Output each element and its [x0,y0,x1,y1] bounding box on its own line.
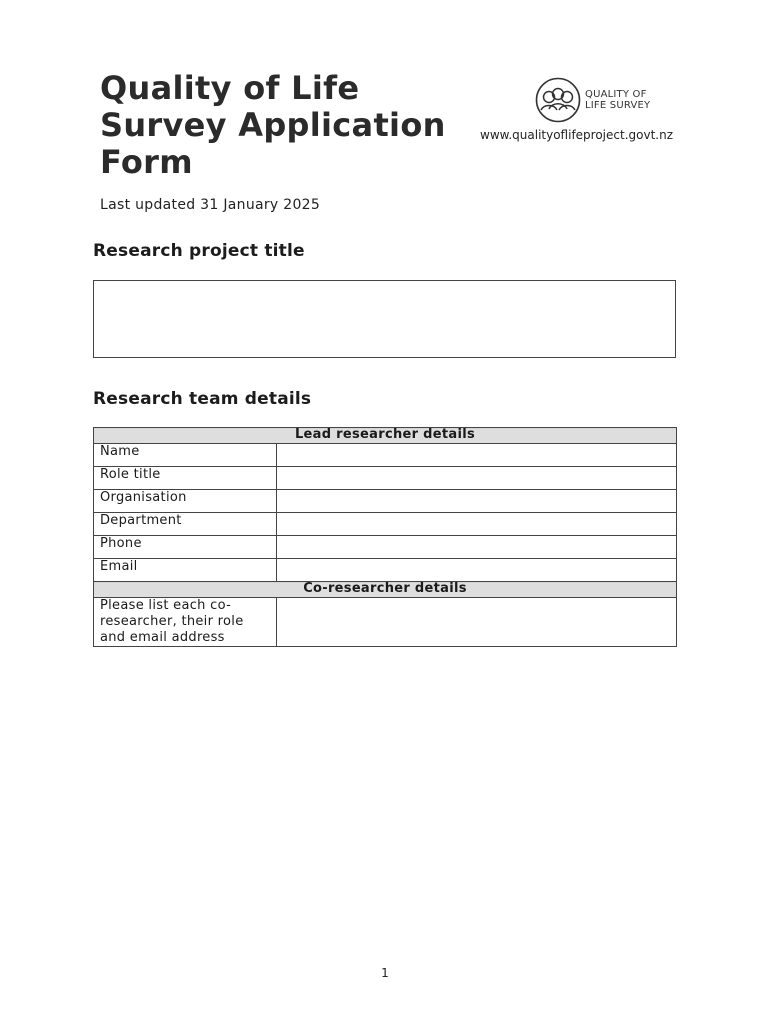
department-label: Department [94,513,277,536]
email-field[interactable] [277,559,677,582]
co-researcher-field[interactable] [277,598,677,647]
page-title: Quality of Life Survey Application Form [100,69,446,181]
project-title-heading: Research project title [93,241,305,261]
co-researcher-heading: Co-researcher details [94,582,677,598]
organisation-label: Organisation [94,490,277,513]
role-title-label: Role title [94,467,277,490]
lead-researcher-heading: Lead researcher details [94,428,677,444]
table-row [94,536,677,559]
phone-label: Phone [94,536,277,559]
email-label: Email [94,559,277,582]
phone-field[interactable] [277,536,677,559]
logo-line-1: QUALITY OF [585,89,647,100]
people-group-icon [535,77,581,123]
name-field[interactable] [277,444,677,467]
table-row [94,598,677,647]
website-url[interactable]: www.qualityoflifeproject.govt.nz [480,128,673,142]
survey-logo [535,77,675,123]
page-number: 1 [381,966,389,980]
co-researcher-label: Please list each co-researcher, their role and email address [94,598,277,647]
research-team-table [93,427,677,647]
team-details-heading: Research team details [93,389,312,409]
table-row [94,513,677,536]
department-field[interactable] [277,513,677,536]
logo-line-2: LIFE SURVEY [585,100,651,111]
last-updated-date: Last updated 31 January 2025 [100,197,321,213]
role-title-field[interactable] [277,467,677,490]
table-row [94,559,677,582]
table-row [94,444,677,467]
organisation-field[interactable] [277,490,677,513]
table-row [94,490,677,513]
table-row [94,467,677,490]
project-title-field[interactable] [93,280,676,358]
name-label: Name [94,444,277,467]
logo-wordmark [585,89,650,111]
